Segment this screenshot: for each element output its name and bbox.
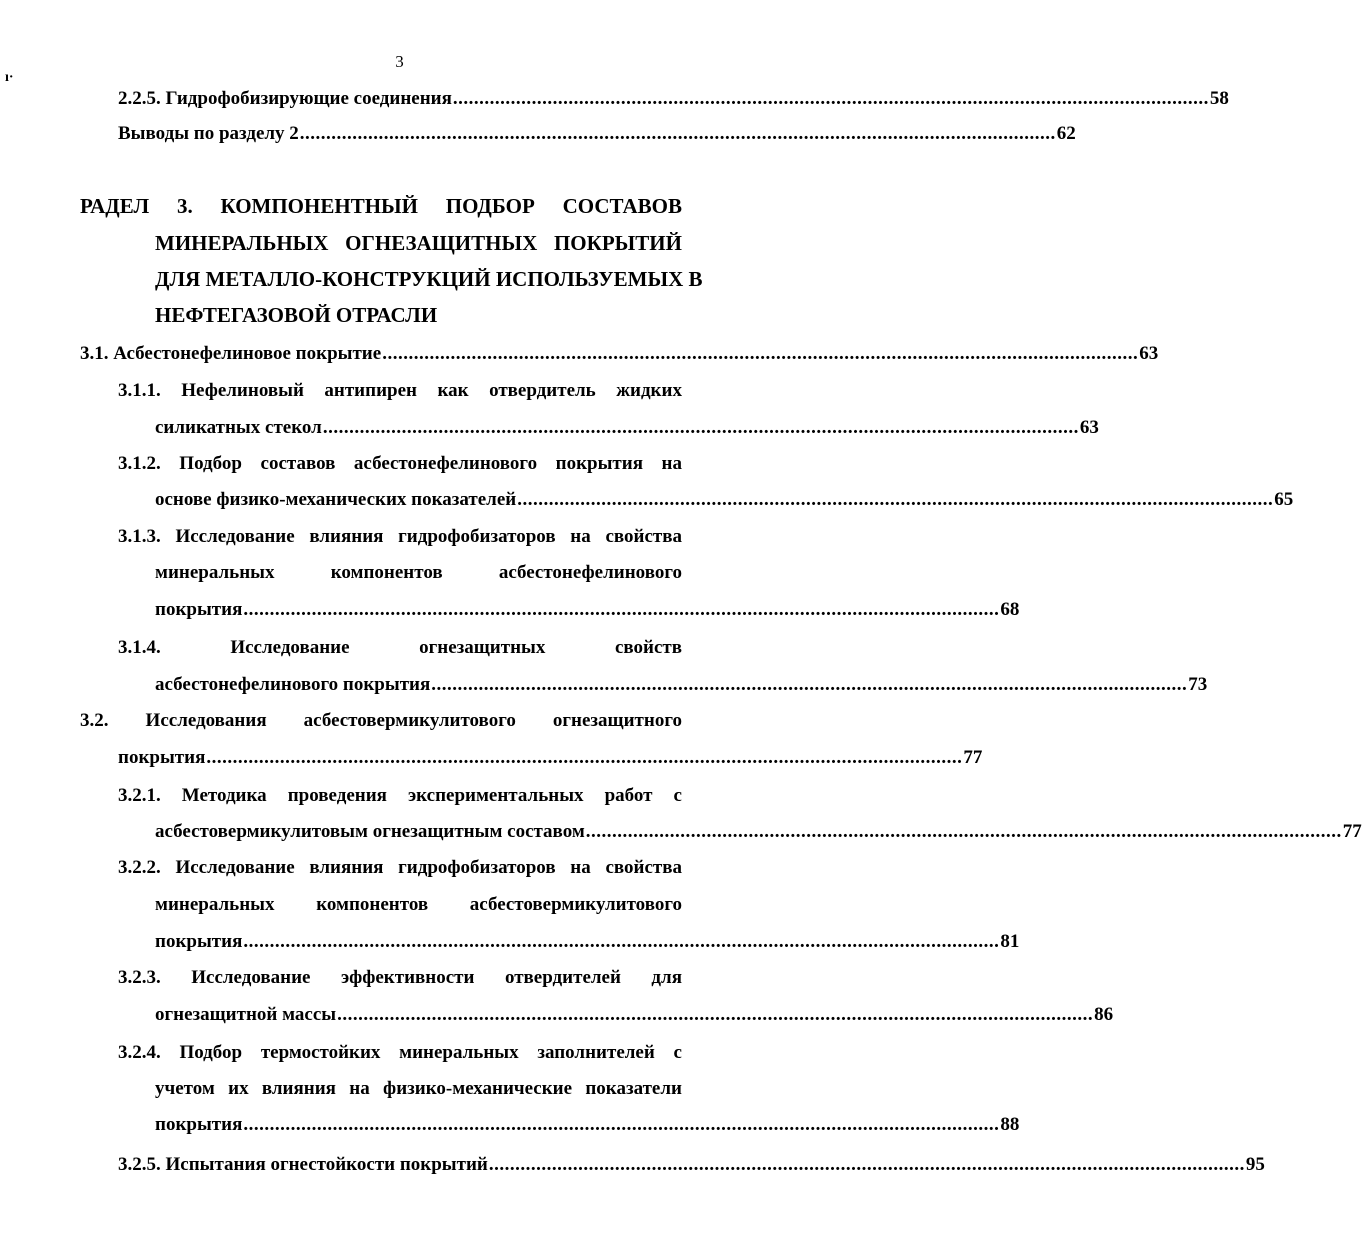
leader-dots: ................................................................................................................................................ xyxy=(488,1154,1245,1175)
word: асбестовермикулитового xyxy=(303,710,516,731)
heading-word: СОСТАВОВ xyxy=(562,194,682,218)
toc-entry-text: 3.1. Асбестонефелиновое покрытие xyxy=(80,343,382,364)
toc-entry-page: 77 xyxy=(1342,821,1362,842)
toc-entry-3-2-4-line1[interactable] xyxy=(118,1043,682,1062)
toc-entry-3-1-3-line2[interactable] xyxy=(155,563,682,582)
word: отвердитель xyxy=(489,380,596,401)
word: минеральных xyxy=(155,894,275,915)
heading-word: ПОКРЫТИЙ xyxy=(553,231,682,255)
word: 3.1.2. xyxy=(118,453,161,474)
word: на xyxy=(349,1078,370,1099)
word: свойства xyxy=(605,857,682,878)
toc-entry-3-2-1-line2[interactable] xyxy=(155,821,1362,842)
word: 3.2.2. xyxy=(118,857,161,878)
leader-dots: ................................................................................................................................................ xyxy=(382,343,1139,364)
toc-entry-3-2-5[interactable] xyxy=(118,1154,1265,1175)
word: на xyxy=(570,526,591,547)
leader-dots: ................................................................................................................................................ xyxy=(243,599,1000,620)
leader-dots: ................................................................................................................................................ xyxy=(299,123,1056,144)
word: антипирен xyxy=(324,380,417,401)
word: гидрофобизаторов xyxy=(398,526,556,547)
toc-entry-text: покрытия xyxy=(155,599,243,620)
toc-entry-2-2-5[interactable] xyxy=(118,88,1229,109)
word: влияния xyxy=(261,1078,336,1099)
word: 3.2. xyxy=(80,710,109,731)
toc-entry-text: огнезащитной массы xyxy=(155,1004,337,1025)
toc-entry-text: асбестонефелинового покрытия xyxy=(155,674,431,695)
word: гидрофобизаторов xyxy=(398,857,556,878)
toc-entry-page: 62 xyxy=(1056,123,1076,144)
word: асбестовермикулитового xyxy=(469,894,682,915)
toc-entry-text: 2.2.5. Гидрофобизирующие соединения xyxy=(118,88,452,109)
toc-entry-3-2-line2[interactable] xyxy=(118,747,983,768)
toc-entry-page: 63 xyxy=(1139,343,1159,364)
leader-dots: ................................................................................................................................................ xyxy=(517,489,1274,510)
word: 3.1.1. xyxy=(118,380,161,401)
word: свойств xyxy=(614,637,682,658)
leader-dots: ................................................................................................................................................ xyxy=(243,1114,1000,1135)
word: 3.1.3. xyxy=(118,526,161,547)
leader-dots: ................................................................................................................................................ xyxy=(337,1004,1094,1025)
toc-entry-3-1[interactable] xyxy=(80,343,1159,364)
word: минеральных xyxy=(155,562,275,583)
word: Исследования xyxy=(145,710,267,731)
word: влияния xyxy=(309,526,384,547)
word: покрытия xyxy=(555,453,643,474)
word: проведения xyxy=(287,785,387,806)
word: Подбор xyxy=(179,453,242,474)
word: Методика xyxy=(181,785,267,806)
word: свойства xyxy=(605,526,682,547)
word: огнезащитных xyxy=(419,637,546,658)
word: термостойких xyxy=(260,1042,381,1063)
leader-dots: ................................................................................................................................................ xyxy=(431,674,1188,695)
word: Исследование xyxy=(191,967,311,988)
word: 3.2.1. xyxy=(118,785,161,806)
toc-entry-page: 77 xyxy=(963,747,983,768)
leader-dots: ................................................................................................................................................ xyxy=(452,88,1209,109)
heading-word: ОГНЕЗАЩИТНЫХ xyxy=(345,231,538,255)
word: составов xyxy=(260,453,336,474)
toc-entry-text: асбестовермикулитовым огнезащитным составом xyxy=(155,821,585,842)
toc-entry-3-1-3-line3[interactable] xyxy=(155,599,1020,620)
heading-word: 3. xyxy=(176,194,193,218)
page-number: 3 xyxy=(395,52,404,71)
margin-mark: ı· xyxy=(5,70,14,85)
word: с xyxy=(673,785,682,806)
word: на xyxy=(661,453,682,474)
toc-entry-3-1-2-line2[interactable] xyxy=(155,489,1294,510)
word: компонентов xyxy=(330,562,443,583)
toc-entry-page: 68 xyxy=(1000,599,1020,620)
toc-entry-3-2-line1[interactable] xyxy=(80,711,682,730)
heading-word: ПОДБОР xyxy=(445,194,535,218)
word: заполнителей xyxy=(537,1042,655,1063)
section-3-heading-line1 xyxy=(80,196,682,217)
heading-word: РАДЕЛ xyxy=(80,194,150,218)
toc-entry-text: покрытия xyxy=(118,747,206,768)
toc-entry-3-2-3-line2[interactable] xyxy=(155,1004,1114,1025)
toc-entry-page: 95 xyxy=(1245,1154,1265,1175)
word: жидких xyxy=(616,380,682,401)
heading-word: МИНЕРАЛЬНЫХ xyxy=(155,231,329,255)
toc-entry-3-1-4-line2[interactable] xyxy=(155,674,1208,695)
word: Исследование xyxy=(175,526,295,547)
word: 3.2.3. xyxy=(118,967,161,988)
toc-entry-3-1-2-line1[interactable] xyxy=(118,454,682,473)
word: как xyxy=(437,380,469,401)
word: показатели xyxy=(585,1078,682,1099)
toc-entry-3-1-1-line2[interactable] xyxy=(155,417,1099,438)
toc-entry-page: 88 xyxy=(1000,1114,1020,1135)
word: на xyxy=(570,857,591,878)
word: влияния xyxy=(309,857,384,878)
toc-entry-page: 86 xyxy=(1094,1004,1114,1025)
word: Нефелиновый xyxy=(181,380,304,401)
word: огнезащитного xyxy=(552,710,682,731)
toc-entry-3-2-1-line1[interactable] xyxy=(118,786,682,805)
word: минеральных xyxy=(399,1042,519,1063)
toc-entry-3-2-4-line2[interactable] xyxy=(155,1079,682,1098)
section-3-heading-line2 xyxy=(155,233,682,254)
word: компонентов xyxy=(316,894,429,915)
leader-dots: ................................................................................................................................................ xyxy=(585,821,1342,842)
toc-entry-text: покрытия xyxy=(155,1114,243,1135)
toc-entry-3-1-4-line1[interactable] xyxy=(118,638,682,657)
word: Подбор xyxy=(179,1042,243,1063)
section-3-heading-line3: ДЛЯ МЕТАЛЛО-КОНСТРУКЦИЙ ИСПОЛЬЗУЕМЫХ В xyxy=(155,267,703,291)
toc-entry-3-2-2-line2[interactable] xyxy=(155,895,682,914)
toc-entry-page: 73 xyxy=(1188,674,1208,695)
word: 3.1.4. xyxy=(118,637,161,658)
toc-entry-3-2-2-line1[interactable] xyxy=(118,858,682,877)
heading-word: КОМПОНЕНТНЫЙ xyxy=(220,194,418,218)
word: 3.2.4. xyxy=(118,1042,161,1063)
word: Исследование xyxy=(175,857,295,878)
toc-entry-text: Выводы по разделу 2 xyxy=(118,123,299,144)
toc-entry-3-1-3-line1[interactable] xyxy=(118,527,682,546)
toc-entry-page: 81 xyxy=(1000,931,1020,952)
word: с xyxy=(673,1042,682,1063)
word: учетом xyxy=(155,1078,215,1099)
toc-entry-3-2-3-line1[interactable] xyxy=(118,968,682,987)
word: отвердителей xyxy=(504,967,621,988)
toc-entry-conclusions-2[interactable] xyxy=(118,123,1076,144)
toc-entry-text: силикатных стекол xyxy=(155,417,322,438)
toc-entry-text: 3.2.5. Испытания огнестойкости покрытий xyxy=(118,1154,488,1175)
toc-entry-text: основе физико-механических показателей xyxy=(155,489,517,510)
word: для xyxy=(651,967,682,988)
leader-dots: ................................................................................................................................................ xyxy=(243,931,1000,952)
word: работ xyxy=(604,785,653,806)
toc-entry-page: 63 xyxy=(1079,417,1099,438)
section-3-heading-line4: НЕФТЕГАЗОВОЙ ОТРАСЛИ xyxy=(155,303,438,327)
toc-entry-page: 65 xyxy=(1274,489,1294,510)
toc-entry-text: покрытия xyxy=(155,931,243,952)
toc-entry-3-2-4-line3[interactable] xyxy=(155,1114,1020,1135)
leader-dots: ................................................................................................................................................ xyxy=(206,747,963,768)
word: Исследование xyxy=(230,637,350,658)
leader-dots: ................................................................................................................................................ xyxy=(322,417,1079,438)
word: асбестонефелинового xyxy=(498,562,682,583)
word: эффективности xyxy=(340,967,475,988)
toc-entry-3-1-1-line1[interactable] xyxy=(118,381,682,400)
word: физико-механические xyxy=(383,1078,573,1099)
word: их xyxy=(228,1078,249,1099)
word: экспериментальных xyxy=(407,785,584,806)
toc-entry-3-2-2-line3[interactable] xyxy=(155,931,1020,952)
toc-entry-page: 58 xyxy=(1209,88,1229,109)
word: асбестонефелинового xyxy=(353,453,538,474)
